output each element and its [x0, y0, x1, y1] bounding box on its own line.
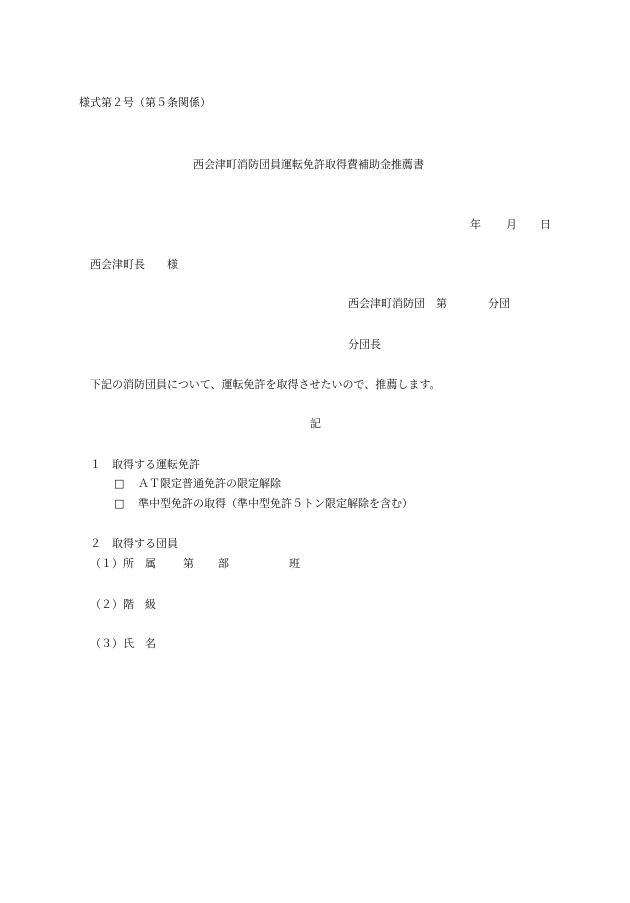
addressee: 西会津町長 様 — [90, 258, 178, 271]
affiliation-bu: 部 — [218, 557, 229, 570]
option-checkbox[interactable]: □ — [114, 497, 125, 510]
body-text: 下記の消防団員について、運転免許を取得させたいので、推薦します。 — [90, 378, 441, 391]
date-month: 月 — [506, 218, 517, 231]
name-label: （３）氏 名 — [90, 637, 156, 650]
rank-label: （２）階 級 — [90, 598, 156, 611]
sender-branch-head: 分団長 — [348, 338, 381, 351]
section1-heading: １ 取得する運転免許 — [90, 458, 200, 471]
option-label: ＡＴ限定普通免許の限定解除 — [138, 477, 281, 490]
section2-heading: ２ 取得する団員 — [90, 537, 178, 550]
form-label: 様式第２号（第５条関係） — [79, 96, 211, 109]
affiliation-dai: 第 — [183, 557, 194, 570]
date-year: 年 — [470, 218, 481, 231]
option-checkbox[interactable]: □ — [114, 477, 125, 490]
document-title: 西会津町消防団員運転免許取得費補助金推薦書 — [193, 158, 424, 171]
affiliation-han: 班 — [289, 557, 300, 570]
option-label: 準中型免許の取得（準中型免許５トン限定解除を含む） — [138, 497, 413, 510]
date-day: 日 — [540, 218, 551, 231]
sender-org: 西会津町消防団 第 — [348, 297, 447, 310]
affiliation-label: （１）所 属 — [90, 557, 156, 570]
sender-branch-suffix: 分団 — [488, 297, 510, 310]
ki-marker: 記 — [310, 417, 321, 430]
